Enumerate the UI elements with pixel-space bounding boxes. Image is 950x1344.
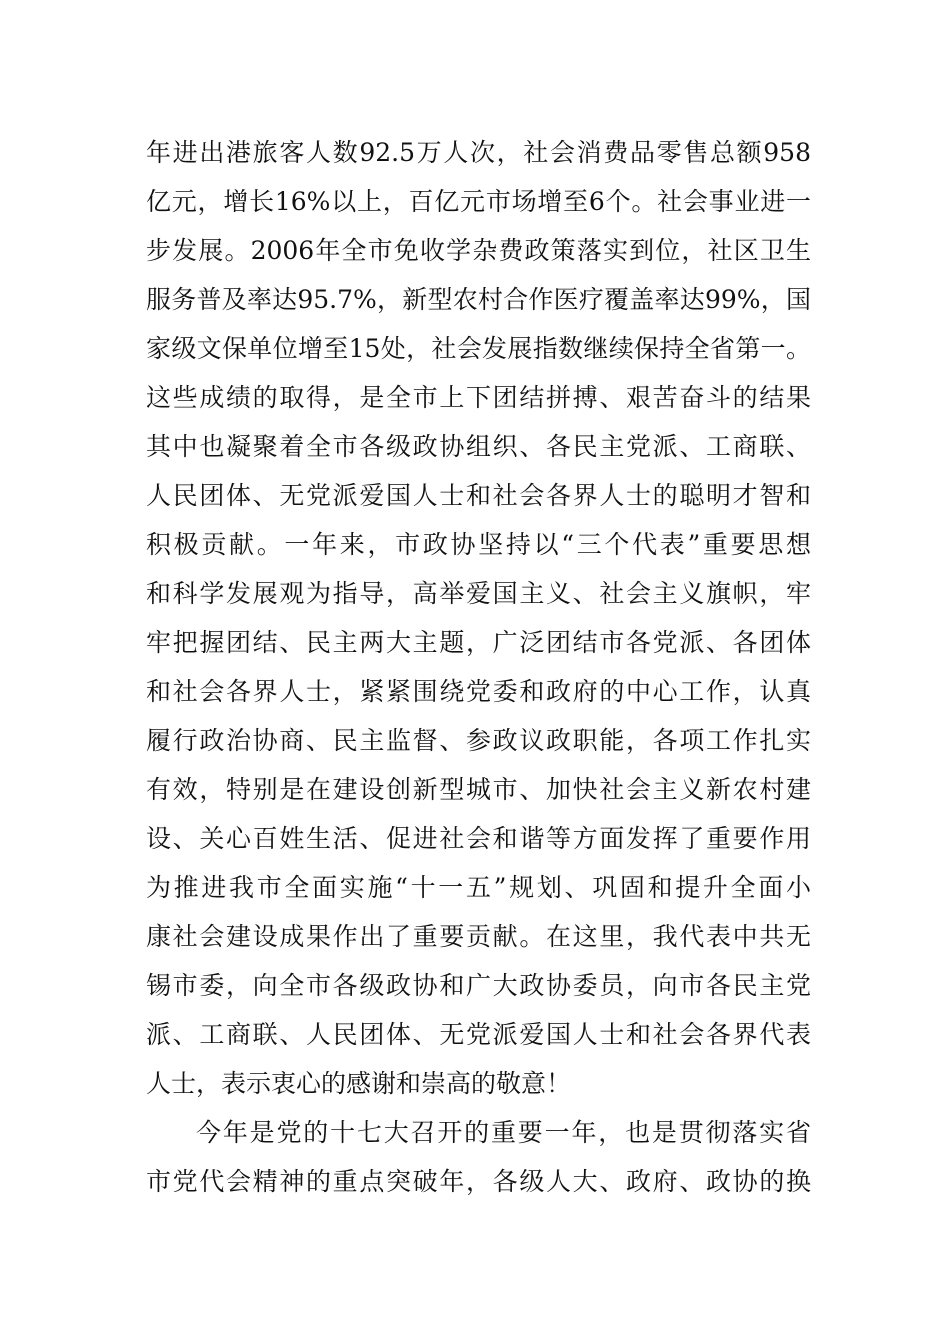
text-line: 有效，特别是在建设创新型城市、加快社会主义新农村建 (146, 775, 811, 804)
text-line: 年进出港旅客人数92.5万人次，社会消费品零售总额958 (146, 138, 811, 167)
text-line: 人士，表示衷心的感谢和崇高的敬意！ (146, 1069, 572, 1098)
text-line: 锡市委，向全市各级政协和广大政协委员，向市各民主党 (146, 971, 811, 1000)
text-line: 积极贡献。一年来，市政协坚持以“三个代表”重要思想 (146, 530, 811, 559)
text-line: 今年是党的十七大召开的重要一年，也是贯彻落实省 (196, 1118, 811, 1147)
text-line: 服务普及率达95.7%，新型农村合作医疗覆盖率达99%，国 (146, 285, 811, 314)
text-line: 和科学发展观为指导，高举爱国主义、社会主义旗帜，牢 (146, 579, 811, 608)
text-line: 为推进我市全面实施“十一五”规划、巩固和提升全面小 (146, 873, 811, 902)
text-line: 康社会建设成果作出了重要贡献。在这里，我代表中共无 (146, 922, 811, 951)
text-line: 和社会各界人士，紧紧围绕党委和政府的中心工作，认真 (146, 677, 811, 706)
text-line: 牢把握团结、民主两大主题，广泛团结市各党派、各团体 (146, 628, 811, 657)
text-line: 家级文保单位增至15处，社会发展指数继续保持全省第一。 (146, 334, 811, 363)
text-line: 履行政治协商、民主监督、参政议政职能，各项工作扎实 (146, 726, 811, 755)
text-line: 亿元，增长16%以上，百亿元市场增至6个。社会事业进一 (146, 187, 811, 216)
text-line: 派、工商联、人民团体、无党派爱国人士和社会各界代表 (146, 1020, 811, 1049)
text-line: 这些成绩的取得，是全市上下团结拼搏、艰苦奋斗的结果 (146, 383, 811, 412)
body-text (146, 128, 811, 1206)
text-line: 市党代会精神的重点突破年，各级人大、政府、政协的换 (146, 1167, 811, 1196)
text-line: 设、关心百姓生活、促进社会和谐等方面发挥了重要作用 (146, 824, 811, 853)
text-line: 步发展。2006年全市免收学杂费政策落实到位，社区卫生 (146, 236, 811, 265)
text-line: 其中也凝聚着全市各级政协组织、各民主党派、工商联、 (146, 432, 811, 461)
text-line: 人民团体、无党派爱国人士和社会各界人士的聪明才智和 (146, 481, 811, 510)
